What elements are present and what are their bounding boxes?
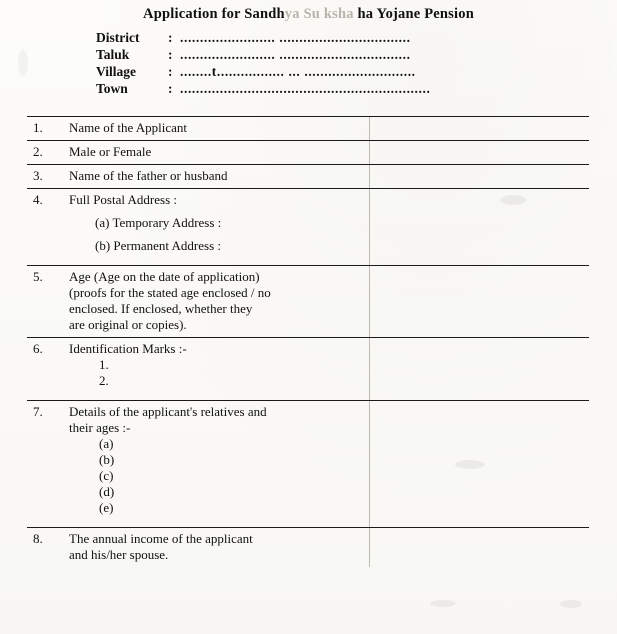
row-line: Male or Female: [69, 144, 152, 159]
table-row: [27, 338, 589, 401]
page-title-faded: ya Su ksha: [284, 6, 354, 22]
row-content: [61, 141, 589, 164]
spacer: [69, 208, 583, 215]
row-line: Name of the Applicant: [69, 120, 188, 135]
column-divider: [369, 528, 370, 567]
page-title-prefix: Application for Sandh: [143, 6, 285, 22]
row-number: 6.: [33, 341, 43, 356]
row-number: 2.: [33, 144, 43, 159]
row-line: Name of the father or husband: [69, 168, 228, 183]
row-subline: (d): [99, 484, 115, 499]
header-field-taluk: [96, 46, 617, 63]
row-subline: (b) Permanent Address :: [95, 238, 222, 253]
row-line: and his/her spouse.: [69, 547, 169, 562]
table-row: [27, 401, 589, 528]
row-subline: (b): [99, 452, 115, 467]
row-line: enclosed. If enclosed, whether they: [69, 301, 253, 316]
table-row: [27, 141, 589, 165]
table-row: [27, 117, 589, 141]
row-content: [61, 338, 589, 400]
scan-artifact: [430, 600, 456, 607]
header-colon-village: :: [168, 64, 173, 79]
row-content: [61, 401, 589, 527]
row-number: 8.: [33, 531, 43, 546]
page-title-suffix: ha Yojane Pension: [357, 6, 474, 22]
spacer: [69, 254, 583, 261]
header-colon-taluk: :: [168, 47, 173, 62]
page-title: [0, 0, 617, 23]
row-number: 5.: [33, 269, 43, 284]
header-field-town: [96, 80, 617, 97]
header-colon-district: :: [168, 30, 173, 45]
row-subline: (c): [99, 468, 114, 483]
row-line: Full Postal Address :: [69, 192, 177, 207]
column-divider: [369, 189, 370, 265]
header-dots-taluk[interactable]: ........................ .................................: [180, 47, 411, 62]
scan-artifact: [560, 600, 582, 608]
column-divider: [369, 141, 370, 164]
header-colon-town: :: [168, 81, 173, 96]
row-line: The annual income of the applicant: [69, 531, 253, 546]
row-subline: (a): [99, 436, 114, 451]
table-row: [27, 165, 589, 189]
table-row: [27, 189, 589, 266]
header-dots-town[interactable]: ...............................................................: [180, 81, 431, 96]
header-field-district: [96, 29, 617, 46]
row-content: [61, 528, 589, 567]
table-row: [27, 266, 589, 338]
header-label-district: District: [96, 30, 140, 45]
row-number: 7.: [33, 404, 43, 419]
row-subline: (a) Temporary Address :: [95, 215, 222, 230]
row-number: 4.: [33, 192, 43, 207]
row-content: [61, 165, 589, 188]
row-line: their ages :-: [69, 420, 131, 435]
application-form-table: [27, 116, 589, 567]
row-content: [61, 117, 589, 140]
row-line: (proofs for the stated age enclosed / no: [69, 285, 271, 300]
header-label-town: Town: [96, 81, 128, 96]
row-subline: 2.: [99, 373, 109, 388]
header-dots-district[interactable]: ........................ .................................: [180, 30, 411, 45]
header-label-taluk: Taluk: [96, 47, 130, 62]
column-divider: [369, 338, 370, 400]
row-number: 1.: [33, 120, 43, 135]
spacer: [69, 231, 583, 238]
row-content: [61, 266, 589, 337]
column-divider: [369, 266, 370, 337]
row-line: Details of the applicant's relatives and: [69, 404, 267, 419]
row-line: are original or copies).: [69, 317, 187, 332]
row-content: [61, 189, 589, 265]
row-subline: 1.: [99, 357, 109, 372]
row-line: Identification Marks :-: [69, 341, 187, 356]
column-divider: [369, 117, 370, 140]
spacer: [69, 516, 583, 523]
header-label-village: Village: [96, 64, 136, 79]
header-address-block: [0, 29, 617, 97]
row-number: 3.: [33, 168, 43, 183]
row-line: Age (Age on the date of application): [69, 269, 260, 284]
spacer: [69, 389, 583, 396]
header-field-village: [96, 63, 617, 80]
column-divider: [369, 165, 370, 188]
column-divider: [369, 401, 370, 527]
row-subline: (e): [99, 500, 114, 515]
table-row: [27, 528, 589, 567]
header-dots-village[interactable]: ........t................. ... ............................: [180, 64, 416, 79]
